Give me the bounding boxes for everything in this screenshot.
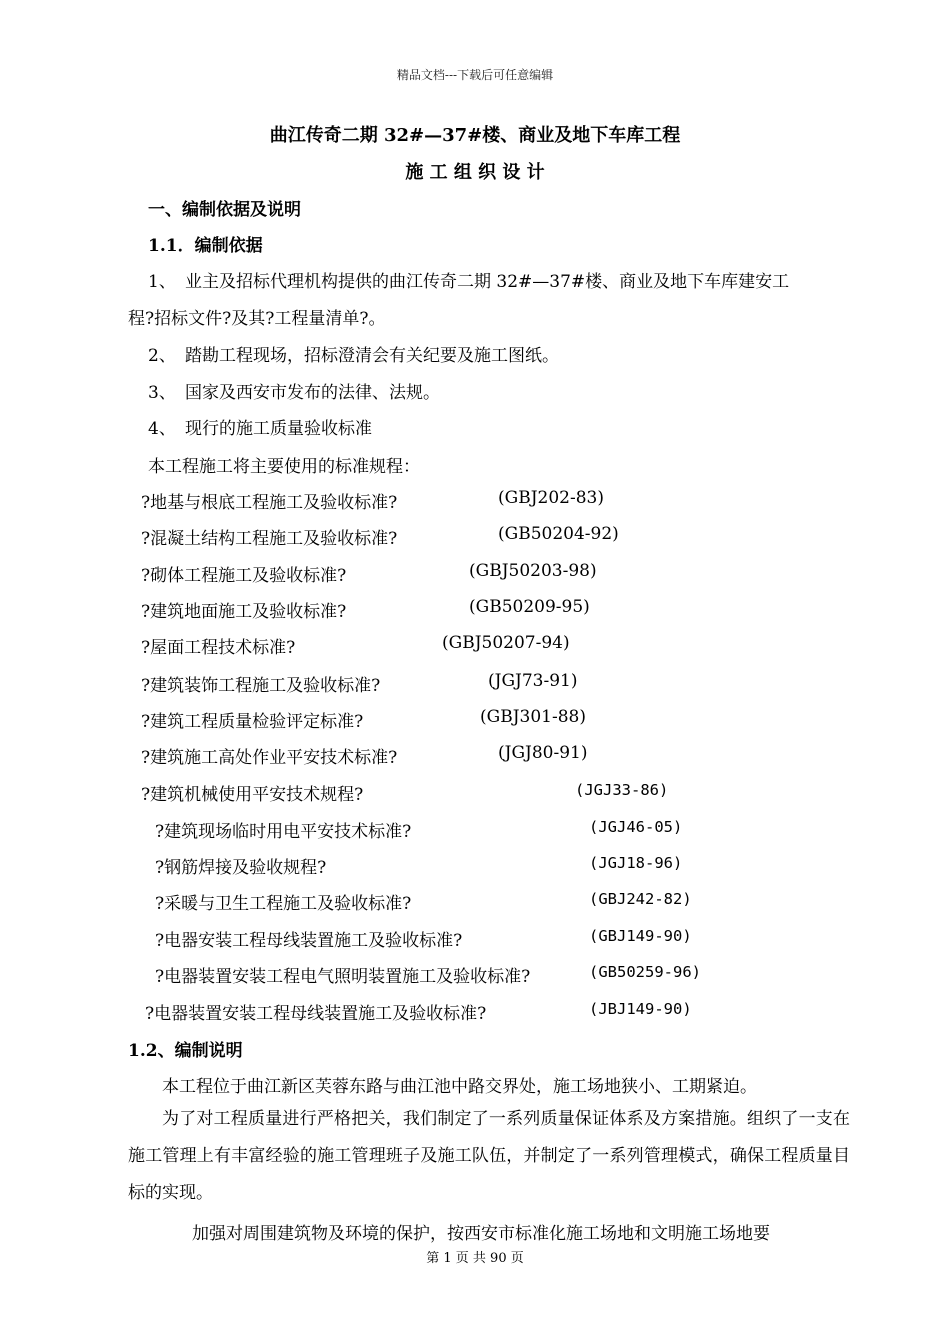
standard-name-15: ?电器装置安装工程母线装置施工及验收标准? xyxy=(145,1004,487,1024)
item-text-2: 踏勘工程现场，招标澄清会有关纪要及施工图纸。 xyxy=(185,346,559,366)
standard-code-7: (GBJ301-88) xyxy=(480,707,586,727)
standard-code-5: (GBJ50207-94) xyxy=(442,633,570,653)
item-number-3: 3、 xyxy=(148,383,176,403)
standard-code-6: (JGJ73-91) xyxy=(488,671,578,691)
document-subtitle: 施 工 组 织 设 计 xyxy=(405,162,545,183)
standard-code-13: (GBJ149-90) xyxy=(589,927,692,945)
item-text-4: 现行的施工质量验收标准 xyxy=(185,419,372,439)
standard-name-6: ?建筑装饰工程施工及验收标准? xyxy=(141,676,381,696)
standard-code-10: (JGJ46-05) xyxy=(589,818,683,836)
item-number-4: 4、 xyxy=(148,419,176,439)
standard-name-7: ?建筑工程质量检验评定标准? xyxy=(141,712,364,732)
paragraph-3: 加强对周围建筑物及环境的保护，按西安市标准化施工场地和文明施工场地要 xyxy=(192,1224,770,1244)
standard-name-12: ?采暖与卫生工程施工及验收标准? xyxy=(155,894,412,914)
page-header: 精品文档---下载后可任意编辑 xyxy=(396,68,554,82)
item-text-1: 业主及招标代理机构提供的曲江传奇二期 32#—37#楼、商业及地下车库建安工 xyxy=(185,272,790,292)
standard-name-1: ?地基与根底工程施工及验收标准? xyxy=(141,493,398,513)
standard-name-11: ?钢筋焊接及验收规程? xyxy=(155,858,327,878)
standard-name-10: ?建筑现场临时用电平安技术标准? xyxy=(155,822,412,842)
page-footer: 第 1 页 共 90 页 xyxy=(426,1251,524,1266)
item-text-3: 国家及西安市发布的法律、法规。 xyxy=(185,383,440,403)
standard-code-8: (JGJ80-91) xyxy=(498,743,588,763)
paragraph-2: 为了对工程质量进行严格把关，我们制定了一系列质量保证体系及方案措施。组织了一支在施工管理上有丰富经验的施工管理班子及施工队伍，并制定了一系列管理模式，确保工程质量目标的实现。 xyxy=(128,1109,850,1203)
standard-name-9: ?建筑机械使用平安技术规程? xyxy=(141,785,364,805)
standard-name-13: ?电器安装工程母线装置施工及验收标准? xyxy=(155,931,463,951)
standard-name-8: ?建筑施工高处作业平安技术标准? xyxy=(141,748,398,768)
standard-code-11: (JGJ18-96) xyxy=(589,854,683,872)
standard-code-15: (JBJ149-90) xyxy=(589,1000,692,1018)
standard-code-9: (JGJ33-86) xyxy=(575,781,669,799)
document-title: 曲江传奇二期 32#—37#楼、商业及地下车库工程 xyxy=(269,125,681,146)
standard-name-2: ?混凝土结构工程施工及验收标准? xyxy=(141,529,398,549)
paragraph-1: 本工程位于曲江新区芙蓉东路与曲江池中路交界处，施工场地狭小、工期紧迫。 xyxy=(162,1077,757,1097)
standards-intro: 本工程施工将主要使用的标准规程： xyxy=(148,457,420,477)
standard-name-3: ?砌体工程施工及验收标准? xyxy=(141,566,347,586)
section-heading-1: 一、编制依据及说明 xyxy=(148,200,301,220)
standard-code-12: (GBJ242-82) xyxy=(589,890,692,908)
standard-name-5: ?屋面工程技术标准? xyxy=(141,638,296,658)
standard-code-2: (GB50204-92) xyxy=(498,524,619,544)
standard-name-4: ?建筑地面施工及验收标准? xyxy=(141,602,347,622)
standard-code-1: (GBJ202-83) xyxy=(498,488,604,508)
section-heading-1-1: 1.1．编制依据 xyxy=(148,236,263,256)
standard-code-4: (GB50209-95) xyxy=(469,597,590,617)
section-heading-1-2: 1.2、编制说明 xyxy=(128,1041,243,1061)
standard-code-14: (GB50259-96) xyxy=(589,963,701,981)
item-number-1: 1、 xyxy=(148,272,176,292)
item-number-2: 2、 xyxy=(148,346,176,366)
item-text-1-continued: 程?招标文件?及其?工程量清单?。 xyxy=(128,309,386,329)
standard-name-14: ?电器装置安装工程电气照明装置施工及验收标准? xyxy=(155,967,531,987)
standard-code-3: (GBJ50203-98) xyxy=(469,561,597,581)
